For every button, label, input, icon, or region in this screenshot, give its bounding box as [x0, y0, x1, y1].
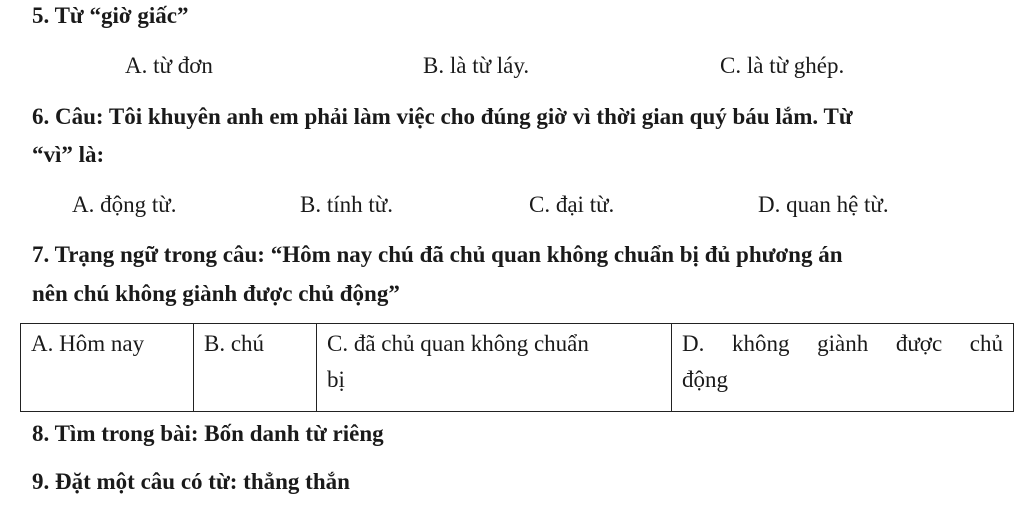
question-7-line2: nên chú không giành được chủ động” — [32, 281, 400, 306]
q7-option-d-cell — [672, 324, 1014, 412]
q7-option-d-word: D. — [682, 331, 705, 356]
q7-option-a: A. Hôm nay — [31, 331, 145, 356]
question-6-line1: 6. Câu: Tôi khuyên anh em phải làm việc cho đúng giờ vì thời gian quý báu lắm. Từ — [32, 104, 853, 129]
q7-option-b-cell — [194, 324, 317, 412]
q6-option-b: B. tính từ. — [300, 192, 393, 217]
q7-option-d-line2: động — [682, 367, 728, 392]
q7-answer-table — [20, 323, 1014, 412]
q7-option-c-line1: C. đã chủ quan không chuẩn — [327, 331, 589, 356]
question-8: 8. Tìm trong bài: Bốn danh từ riêng — [32, 421, 384, 446]
q5-option-a: A. từ đơn — [125, 53, 213, 78]
q7-option-d-word: không — [731, 331, 790, 356]
q6-option-c: C. đại từ. — [529, 192, 615, 217]
q6-option-d: D. quan hệ từ. — [758, 192, 889, 217]
table-row — [21, 324, 1014, 412]
q5-option-c: C. là từ ghép. — [720, 53, 845, 78]
q7-option-d-word: giành — [817, 331, 869, 356]
q7-option-d-word: chủ — [969, 331, 1003, 356]
q6-option-a: A. động từ. — [72, 192, 177, 217]
q7-option-b: B. chú — [204, 331, 265, 356]
q5-option-b: B. là từ láy. — [423, 53, 530, 78]
question-6-line2: “vì” là: — [32, 142, 105, 167]
q7-option-c-line2: bị — [327, 367, 345, 392]
q7-option-d-line1 — [682, 326, 1003, 362]
q7-option-c-cell — [317, 324, 672, 412]
question-5: 5. Từ “giờ giấc” — [32, 3, 189, 28]
q7-option-a-cell — [21, 324, 194, 412]
question-9: 9. Đặt một câu có từ: thẳng thắn — [32, 469, 350, 494]
q7-option-d-word: được — [895, 331, 943, 356]
question-7-line1: 7. Trạng ngữ trong câu: “Hôm nay chú đã chủ quan không chuẩn bị đủ phương án — [32, 242, 843, 267]
